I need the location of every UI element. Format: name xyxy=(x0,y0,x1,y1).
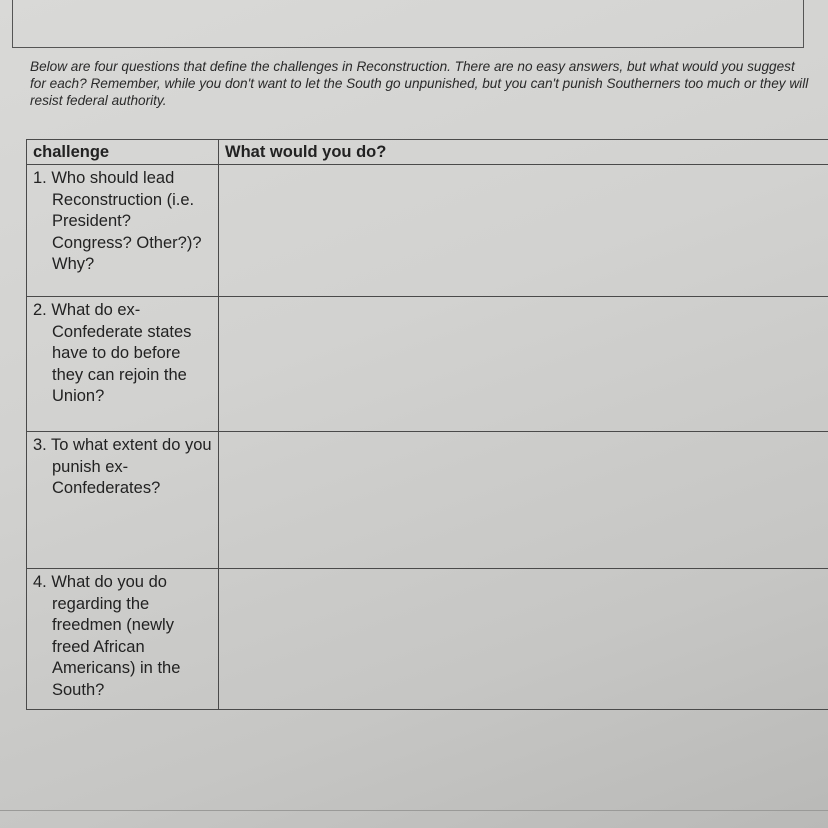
answer-cell-3[interactable] xyxy=(219,432,828,569)
answer-cell-1[interactable] xyxy=(219,165,828,297)
answer-cell-4[interactable] xyxy=(219,569,828,710)
table-header-row xyxy=(27,140,828,165)
question-cell xyxy=(27,165,219,297)
instructions-text: Below are four questions that define the challenges in Reconstruction. There are no easy answers, but what would you suggest for each? Remember, while you don't want to let the South go unpunished, but you can't punish Southerners too much or they will resist federal authority. xyxy=(30,59,809,108)
question-1-text: 1. Who should lead Reconstruction (i.e. President? Congress? Other?)? Why? xyxy=(33,169,202,273)
table-row xyxy=(27,297,828,432)
table-row xyxy=(27,165,828,297)
table-row xyxy=(27,432,828,569)
question-3-text: 3. To what extent do you punish ex-Confederates? xyxy=(33,436,212,497)
question-4-text: 4. What do you do regarding the freedmen (newly freed African Americans) in the South? xyxy=(33,573,181,699)
reconstruction-challenges-table xyxy=(26,139,828,710)
page-bottom-divider xyxy=(0,810,828,811)
question-2-text: 2. What do ex-Confederate states have to do before they can rejoin the Union? xyxy=(33,301,192,405)
header-what-would-you-do: What would you do? xyxy=(219,140,828,165)
table-row xyxy=(27,569,828,710)
question-cell xyxy=(27,297,219,432)
header-challenge: challenge xyxy=(27,140,219,165)
question-cell xyxy=(27,569,219,710)
top-answer-box xyxy=(12,0,804,48)
question-cell xyxy=(27,432,219,569)
answer-cell-2[interactable] xyxy=(219,297,828,432)
